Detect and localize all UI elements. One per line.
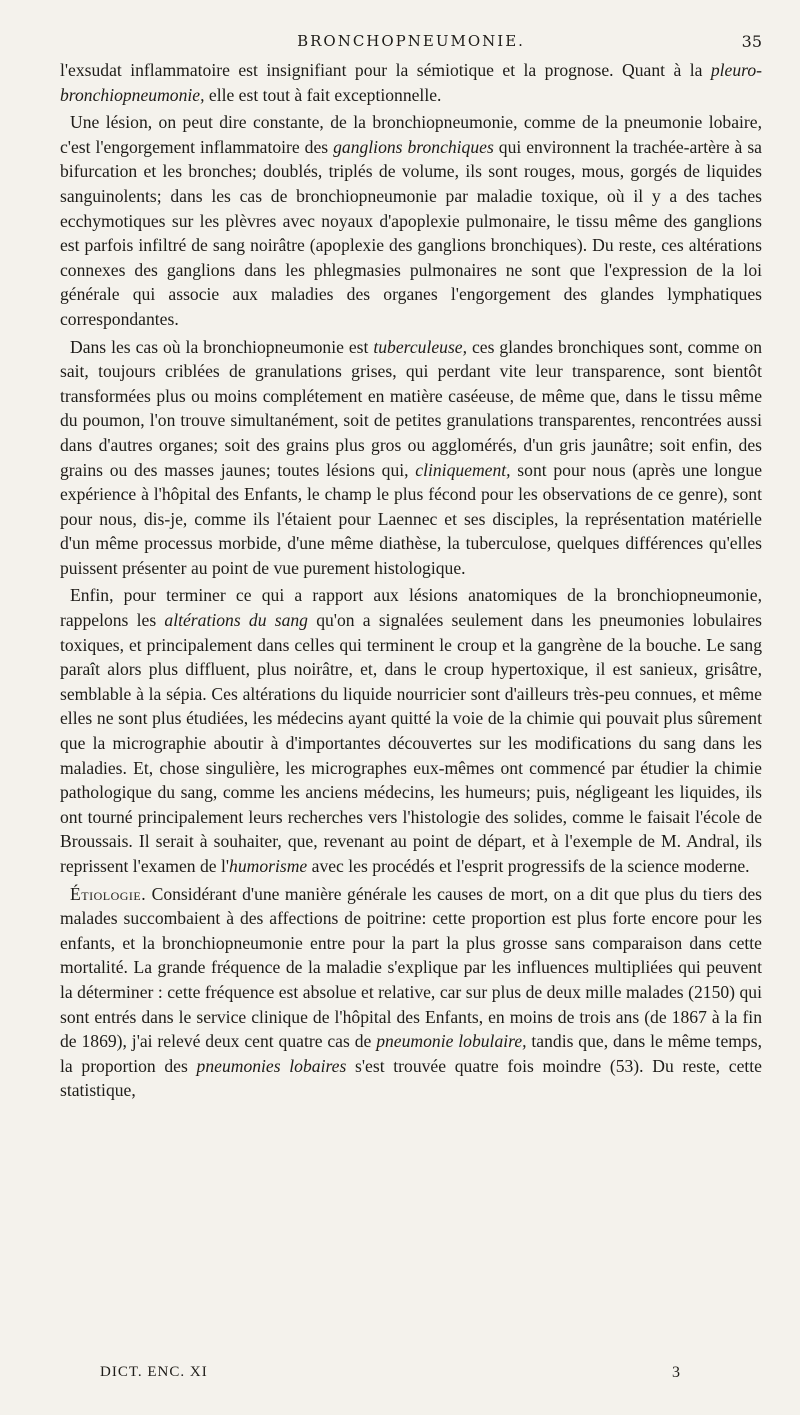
text-run: Enfin, pour terminer ce qui a rapport aux lésions anatomiques de la bronchiopneumonie, rappelons les <box>60 585 762 631</box>
italic-term: tuberculeuse, <box>373 336 467 357</box>
text-run: s'est trouvée quatre fois moindre (53). Du reste, cette statistique, <box>60 1055 762 1101</box>
italic-term: cliniquement, <box>415 459 511 480</box>
text-run: sont pour nous (après une longue expérience à l'hôpital des Enfants, le champ le plus fécond pour les observations de ce genre), sont pour nous, dis-je, comme ils l'étaient pour Laennec et ses disciples, la représentation matérielle d'un même processus morbide, d'une même diathèse, la tuberculose, quelques différences qu'elles puissent présenter au point de vue purement histologique. <box>60 459 762 578</box>
text-run: Une lésion, on peut dire constante, de la bronchiopneumonie, comme de la pneumonie lobaire, c'est l'engorgement inflammatoire des <box>60 112 762 157</box>
text-run: Dans les cas où la bronchiopneumonie est <box>70 336 374 357</box>
paragraph-p2 <box>60 110 762 331</box>
italic-term: pneumonies lobaires <box>196 1055 347 1076</box>
text-run: qui environnent la trachée-artère à sa bifurcation et les bronches; doublés, triplés de volume, ils sont rouges, mous, gorgés de liquides sanguinolents; dans les cas de bronchiopneumonie par maladie toxique, où il y a des taches ecchymotiques sur les plèvres avec noyaux d'apoplexie pulmonaire, le tissu même des ganglions est parfois infiltré de sang noirâtre (apoplexie des ganglions bronchiques). Du reste, ces altérations connexes des ganglions dans les phlegmasies pulmonaires ne sont que l'expression de la loi générale qui associe aux maladies des organes l'engorgement des glandes lymphatiques correspondantes. <box>60 136 762 329</box>
text-run: ces glandes bronchiques sont, comme on sait, toujours criblées de granulations grises, qui perdant vite leur transparence, sont bientôt transformées plus ou moins complétement en matière caséeuse, de même que, dans le tissu même du poumon, l'on trouve simultanément, soit de petites granulations transparentes, rencontrées aussi dans d'autres organes; soit des grains plus gros ou agglomérés, d'un gris jaunâtre; soit enfin, des grains ou des masses jaunes; toutes lésions qui, <box>60 336 762 480</box>
footer-signature-left: DICT. ENC. XI <box>100 1364 208 1380</box>
italic-term: pleuro-bronchiopneumonie, <box>60 60 762 105</box>
italic-term: humorisme <box>229 856 308 876</box>
text-run: tandis que, dans le même temps, la proportion des <box>60 1031 762 1076</box>
text-run: avec les procédés et l'esprit progressifs de la science moderne. <box>307 856 750 876</box>
italic-term: altérations du sang <box>164 610 308 631</box>
paragraph-p1 <box>60 58 762 107</box>
text-run: qu'on a signalées seulement dans les pneumonies lobulaires toxiques, et principalement dans celles qui terminent le croup et la gangrène de la bouche. Le sang paraît alors plus diffluent, plus noirâtre, et, dans le croup hypertoxique, il est sanieux, grisâtre, semblable à la sépia. Ces altérations du liquide nourricier sont d'ailleurs très-peu connues, et même elles ne sont plus étudiées, les médecins ayant quitté la voie de la chimie qui pouvait plus sûrement que la micrographie aboutir à d'importantes découvertes sur les modifications du sang dans les maladies. Et, chose singulière, les micrographes eux-mêmes ont commencé par étudier la chimie pathologique du sang, comme les anciens médecins, les humeurs; puis, négligeant les liquides, ils ont tourné principalement leurs recherches vers l'histologie des solides, comme le faisait l'école de Broussais. Il serait à souhaiter, que, revenant au point de départ, et à l'exemple de M. Andral, ils reprissent l'examen de l' <box>60 610 763 876</box>
page-number: 35 <box>741 32 762 51</box>
running-title: BRONCHOPNEUMONIE. <box>297 32 525 50</box>
italic-term: ganglions bronchiques <box>333 136 494 157</box>
paragraph-p4 <box>60 583 762 878</box>
text-run: Considérant d'une manière générale les causes de mort, on a dit que plus du tiers des malades succombaient à des affections de poitrine: cette proportion est plus forte encore pour les enfants, et la bronchiopneumonie entre pour la part la plus grosse sans comparaison dans cette mortalité. La grande fréquence de la maladie s'explique par les influences multipliées qui peuvent la déterminer : cette fréquence est absolue et relative, car sur plus de deux mille malades (2150) qui sont entrés dans le service clinique de l'hôpital des Enfants, en moins de trois ans (de 1867 à la fin de 1869), j'ai relevé deux cent quatre cas de <box>60 883 762 1052</box>
running-head <box>60 28 762 58</box>
text-run: l'exsudat inflammatoire est insignifiant pour la sémiotique et la prognose. Quant à la <box>60 60 711 80</box>
footer-signature-number: 3 <box>672 1364 680 1381</box>
paragraph-p5 <box>60 882 762 1103</box>
section-heading: Étiologie. <box>70 883 147 904</box>
body-text <box>60 58 762 1103</box>
paragraph-p3 <box>60 335 762 581</box>
text-run: elle est tout à fait exceptionnelle. <box>204 84 442 105</box>
italic-term: pneumonie lobulaire, <box>376 1031 527 1052</box>
